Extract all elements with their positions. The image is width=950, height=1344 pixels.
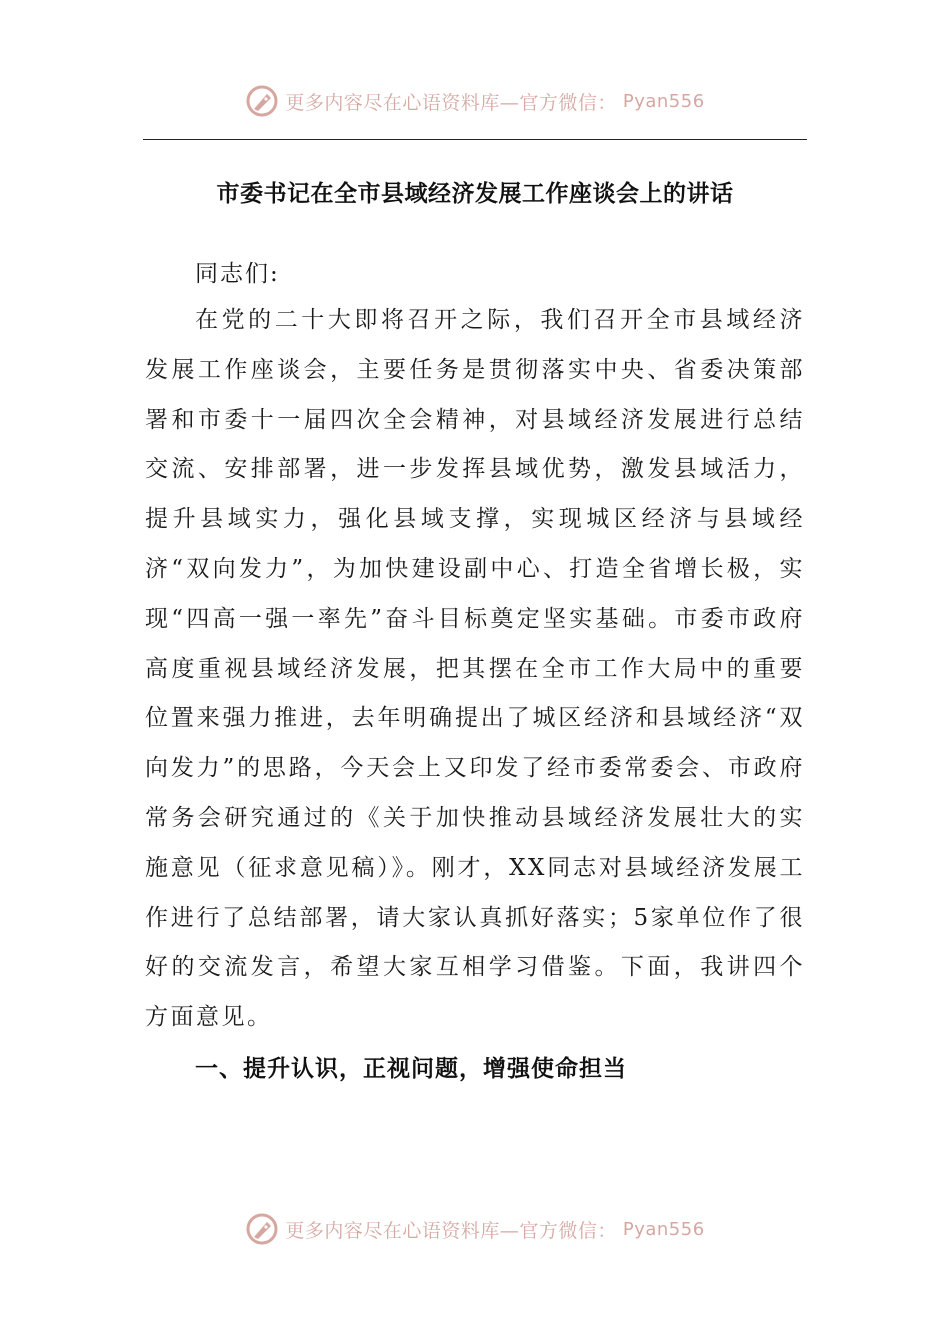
- watermark-text: 更多内容尽在心语资料库—官方微信：: [285, 91, 617, 114]
- document-title: 市委书记在全市县域经济发展工作座谈会上的讲话: [216, 180, 734, 207]
- header-divider: [143, 139, 807, 140]
- body-paragraph: 在党的二十大即将召开之际，我们召开全市县域经济发展工作座谈会，主要任务是贯彻落实中央、省委决策部署和市委十一届四次全会精神，对县域经济发展进行总结交流、安排部署，进一步发挥县域优势，激发县域活力，提升县域实力，强化县域支撑，实现城区经济与县域经济“双向发力”，为加快建设副中心、打造全省增长极，实现“四高一强一率先”奋斗目标奠定坚实基础。市委市政府高度重视县域经济发展，把其摆在全市工作大局中的重要位置来强力推进，去年明确提出了城区经济和县域经济“双向发力”的思路，今天会上又印发了经市委常委会、市政府常务会研究通过的《关于加快推动县域经济发展壮大的实施意见（征求意见稿）》。刚才，XX同志对县域经济发展工作进行了总结部署，请大家认真抓好落实；5家单位作了很好的交流发言，希望大家互相学习借鉴。下面，我讲四个方面意见。: [145, 307, 805, 1031]
- pen-nib-logo-icon: [245, 1212, 279, 1246]
- greeting-line: 同志们:: [195, 261, 280, 287]
- watermark-wechat-id: Pyan556: [622, 90, 705, 112]
- footer-watermark: [0, 1212, 950, 1246]
- watermark-wechat-id: Pyan556: [622, 1218, 705, 1240]
- watermark-text: 更多内容尽在心语资料库—官方微信：: [285, 1219, 617, 1242]
- pen-nib-logo-icon: [245, 84, 279, 118]
- section-heading: 一、提升认识，正视问题，增强使命担当: [195, 1056, 627, 1082]
- header-watermark: [0, 84, 950, 118]
